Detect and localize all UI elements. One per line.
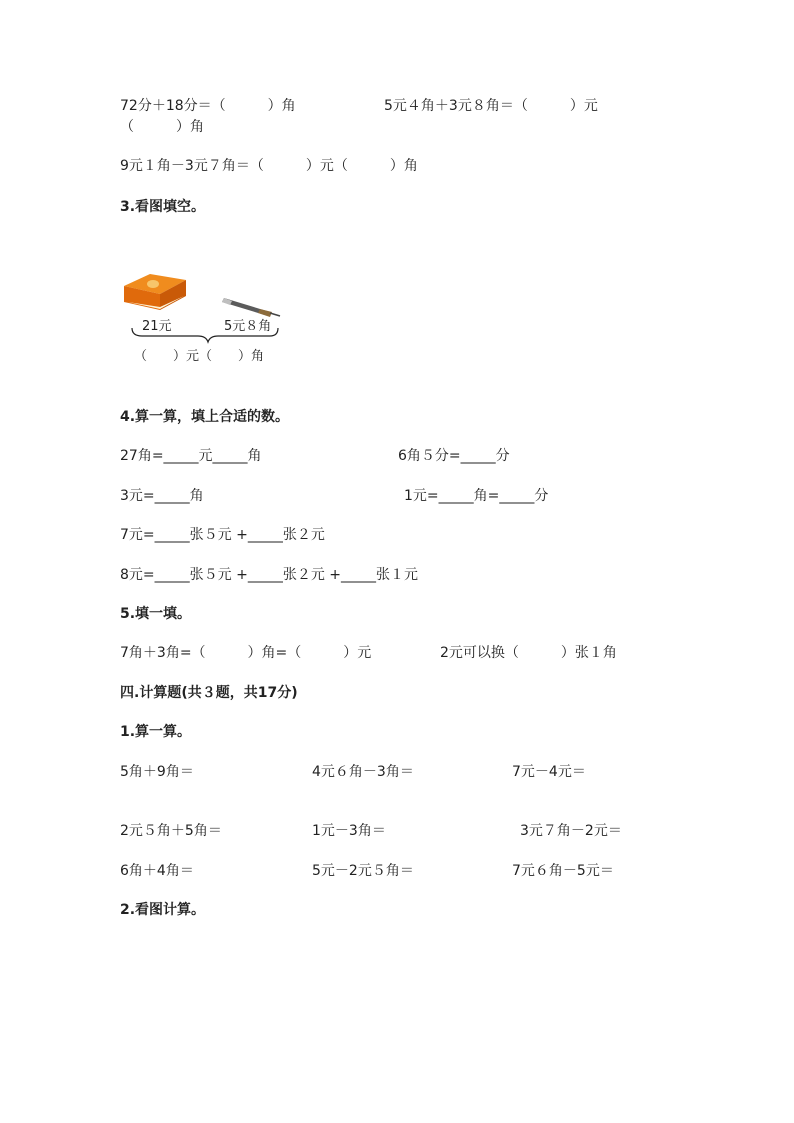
answer-label: （ ）元（ ）角: [134, 349, 265, 364]
calc-item: 7元－4元＝: [512, 764, 586, 780]
question-line: 8元=_____张５元 +_____张２元 +_____张１元: [120, 567, 418, 583]
question-line: 72分＋18分＝（ ）角: [120, 98, 296, 114]
pen-price-label: 5元８角: [224, 319, 272, 334]
calc-item: 5元－2元５角＝: [312, 863, 414, 879]
question-line: 7角＋3角=（ ）角=（ ）元: [120, 645, 372, 661]
section-heading: 1.算一算。: [120, 724, 192, 740]
calc-item: 6角＋4角＝: [120, 863, 194, 879]
book-price-label: 21元: [142, 319, 172, 334]
question-line: 5元４角＋3元８角＝（ ）元: [384, 98, 598, 114]
section-heading: 4.算一算，填上合适的数。: [120, 409, 290, 425]
question-line: 3元=_____角: [120, 488, 204, 504]
question-line: （ ）角: [120, 119, 204, 135]
calc-item: 7元６角－5元＝: [512, 863, 614, 879]
section-heading: 2.看图计算。: [120, 902, 206, 918]
question-line: 27角=_____元_____角: [120, 448, 262, 464]
part-heading: 四.计算题(共３题，共17分): [120, 685, 298, 701]
question-line: 6角５分=_____分: [398, 448, 510, 464]
calc-item: 4元６角－3角＝: [312, 764, 414, 780]
calc-item: 3元７角－2元＝: [520, 823, 622, 839]
section-heading: 3.看图填空。: [120, 199, 206, 215]
question-line: 7元=_____张５元 +_____张２元: [120, 527, 325, 543]
calc-item: 2元５角＋5角＝: [120, 823, 222, 839]
question-line: 9元１角－3元７角＝（ ）元（ ）角: [120, 158, 418, 174]
calc-item: 5角＋9角＝: [120, 764, 194, 780]
price-figure: [120, 266, 284, 368]
question-line: 1元=_____角=_____分: [404, 488, 549, 504]
section-heading: 5.填一填。: [120, 606, 192, 622]
calc-item: 1元－3角＝: [312, 823, 386, 839]
question-line: 2元可以换（ ）张１角: [440, 645, 617, 661]
book-and-pen-illustration: [120, 266, 284, 368]
